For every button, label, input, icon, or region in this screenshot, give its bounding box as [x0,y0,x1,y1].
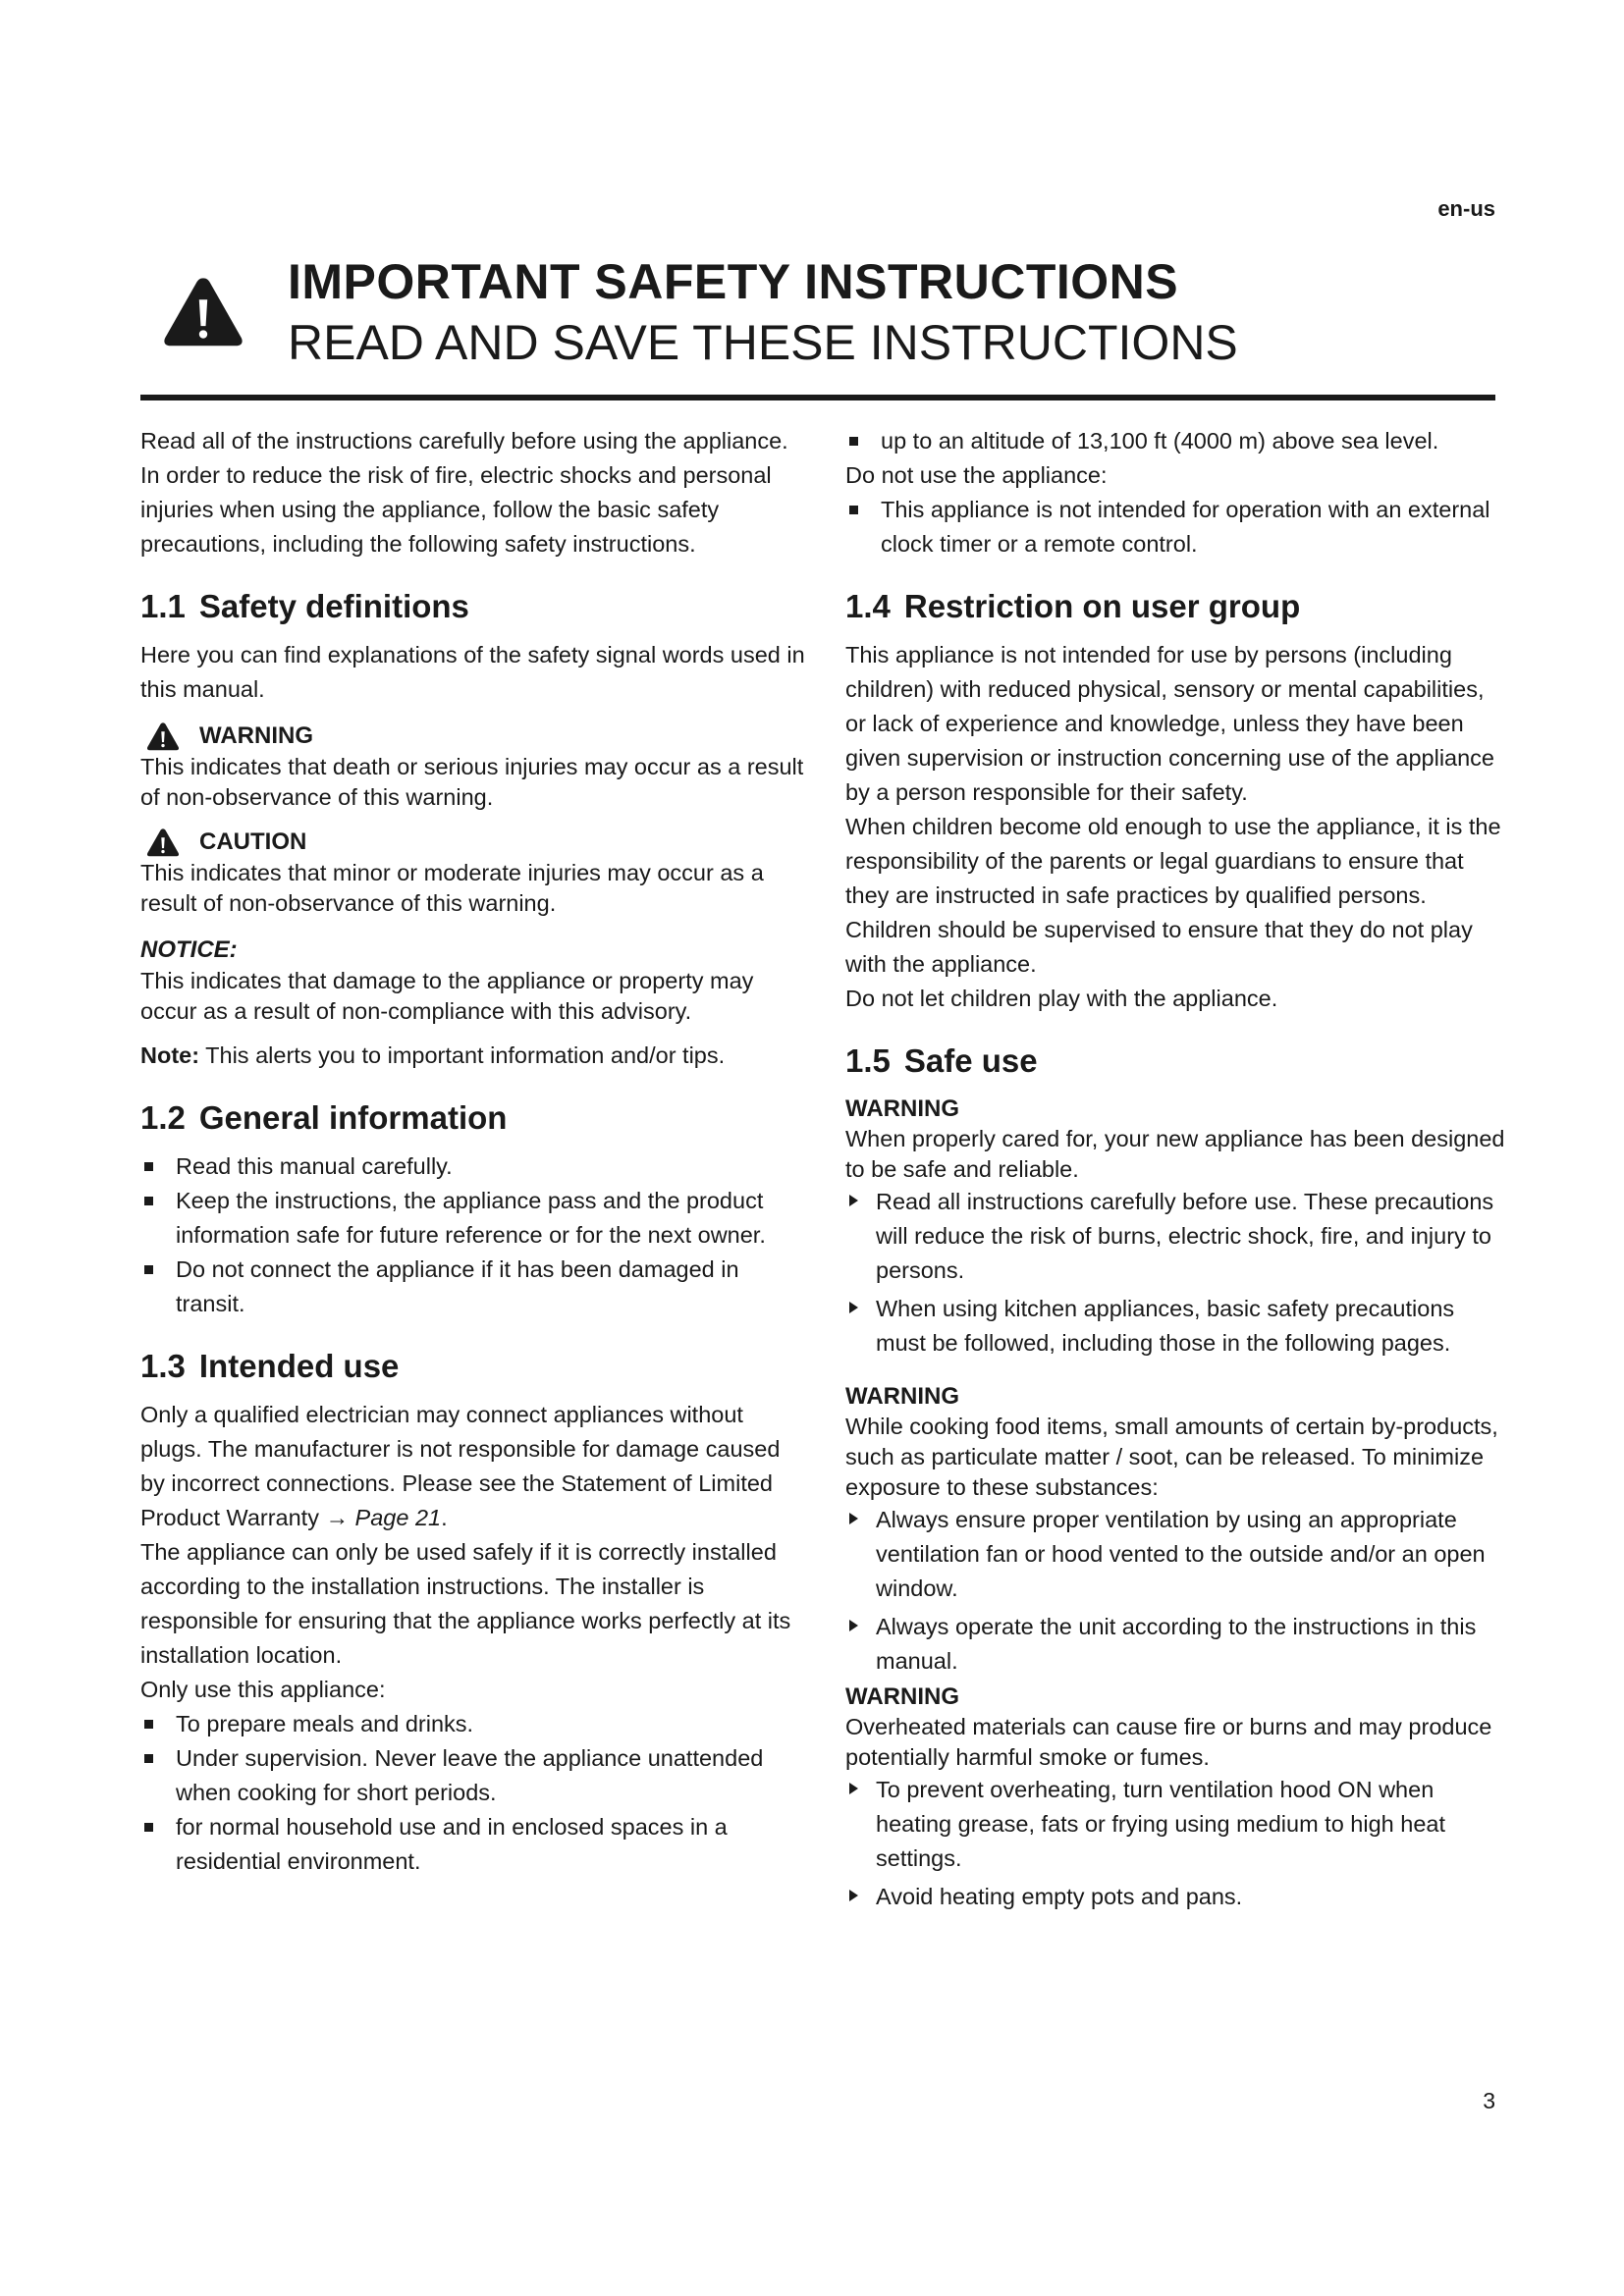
list-item: Read all instructions carefully before use. These precautions will reduce the risk of burns, electric shock, fire, and injury to persons. [845,1185,1506,1288]
note-paragraph [140,1039,808,1073]
page-subtitle: READ AND SAVE THESE INSTRUCTIONS [288,315,1238,370]
left-column [140,424,808,1879]
intro-paragraph: Read all of the instructions carefully before using the appliance. In order to reduce the risk of fire, electric shocks and personal injuries when using the appliance, follow the basic safety precautions, including the following safety instructions. [140,428,788,557]
list-item: Always operate the unit according to the instructions in this manual. [845,1610,1506,1679]
list-item: This appliance is not intended for operation with an external clock timer or a remote control. [845,493,1506,561]
warning-label: WARNING [845,1683,959,1710]
caution-signal [140,827,808,858]
warning-signal [140,721,808,752]
section-heading-1-2: 1.2 General information [140,1099,508,1136]
section-heading-1-5: 1.5 Safe use [845,1042,1038,1079]
warning-text: When properly cared for, your new appliance has been designed to be safe and reliable. [845,1126,1505,1182]
section-heading-1-3: 1.3 Intended use [140,1348,400,1384]
intended-use-paragraph: The appliance can only be used safely if it is correctly installed according to the installation instructions. The installer is responsible for ensuring that the appliance works perfectly at its installation location. [140,1539,791,1668]
warning-text: Overheated materials can cause fire or burns and may produce potentially harmful smoke or fumes. [845,1714,1492,1770]
warning-label: WARNING [845,1383,959,1410]
safe-use-list [845,1185,1506,1361]
warning-text: While cooking food items, small amounts of certain by-products, such as particulate matter / soot, can be released. To minimize exposure to these substances: [845,1414,1498,1500]
language-code: en-us [1437,196,1495,221]
caution-triangle-icon [146,828,180,857]
list-item: Always ensure proper ventilation by using an appropriate ventilation fan or hood vented to the outside and/or an open window. [845,1503,1506,1606]
list-item: up to an altitude of 13,100 ft (4000 m) above sea level. [845,424,1506,458]
safe-use-list [845,1773,1506,1914]
page-reference-link: Page 21 [354,1505,442,1530]
user-group-paragraph: This appliance is not intended for use by persons (including children) with reduced physical, sensory or mental capabilities, or lack of experience and knowledge, unless they have been given supervision or instruction concerning use of the appliance by a person responsible for their safety. [845,642,1495,805]
do-not-use-list [845,493,1506,561]
list-item: When using kitchen appliances, basic safety precautions must be followed, including those in the following pages. [845,1292,1506,1361]
intended-use-paragraph: Only use this appliance: [140,1677,386,1702]
note-label: Note: [140,1042,200,1068]
notice-text: This indicates that damage to the appliance or property may occur as a result of non-compliance with this advisory. [140,968,754,1024]
list-item: Do not connect the appliance if it has been damaged in transit. [140,1253,808,1321]
caution-label: CAUTION [199,828,307,855]
user-group-paragraph: Do not let children play with the appliance. [845,986,1278,1011]
list-item: Keep the instructions, the appliance pass and the product information safe for future reference or for the next owner. [140,1184,808,1253]
page-number: 3 [1483,2088,1495,2113]
right-column [845,424,1506,1918]
user-group-paragraph: Children should be supervised to ensure that they do not play with the appliance. [845,917,1473,977]
page-title: IMPORTANT SAFETY INSTRUCTIONS [288,254,1179,309]
warning-triangle-icon [146,721,180,751]
warning-label: WARNING [845,1095,959,1122]
intended-use-list-continued [845,424,1506,458]
list-item: Under supervision. Never leave the appliance unattended when cooking for short periods. [140,1741,808,1810]
list-item: To prepare meals and drinks. [140,1707,808,1741]
notice-label: NOTICE: [140,936,238,963]
section-heading-1-4: 1.4 Restriction on user group [845,588,1301,624]
safe-use-list [845,1503,1506,1679]
page-header [140,253,1495,400]
warning-label: WARNING [199,722,313,749]
caution-text: This indicates that minor or moderate injuries may occur as a result of non-observance of this warning. [140,860,764,916]
general-info-list [140,1149,808,1321]
header-rule [140,395,1495,400]
list-item: To prevent overheating, turn ventilation hood ON when heating grease, fats or frying using medium to high heat settings. [845,1773,1506,1876]
user-group-paragraph: When children become old enough to use the appliance, it is the responsibility of the parents or legal guardians to ensure that they are instructed in safe practices by qualified persons. [845,814,1501,908]
arrow-icon: → [325,1505,349,1530]
list-item: Avoid heating empty pots and pans. [845,1880,1506,1914]
list-item: Read this manual carefully. [140,1149,808,1184]
section-heading-1-1: 1.1 Safety definitions [140,588,469,624]
intended-use-list [140,1707,808,1879]
note-text: This alerts you to important information and/or tips. [205,1042,726,1068]
section-text: Here you can find explanations of the safety signal words used in this manual. [140,642,805,702]
do-not-use-text: Do not use the appliance: [845,462,1108,488]
intended-use-paragraph: Only a qualified electrician may connect appliances without plugs. The manufacturer is not responsible for damage caused by incorrect connections. Please see the Statement of Limited Product Warranty → Page 21. [140,1402,781,1530]
warning-text: This indicates that death or serious injuries may occur as a result of non-observance of this warning. [140,754,804,810]
warning-triangle-icon [162,275,244,347]
list-item: for normal household use and in enclosed spaces in a residential environment. [140,1810,808,1879]
